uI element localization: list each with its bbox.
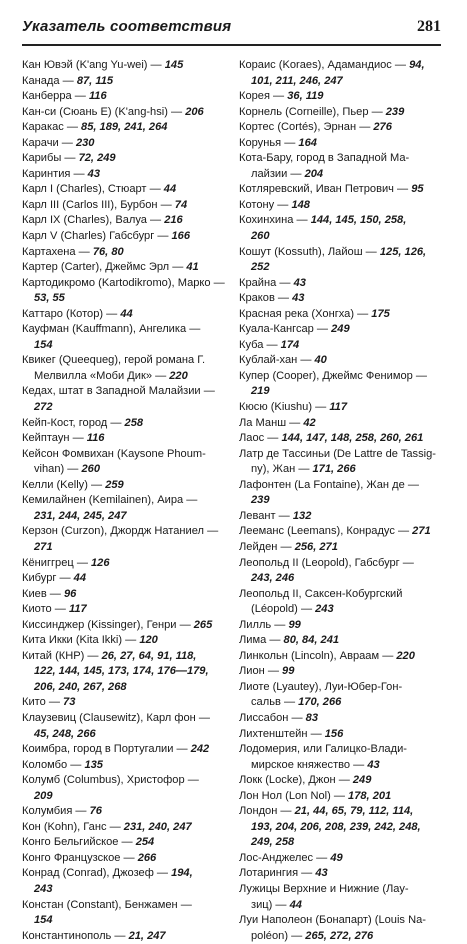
entry-term: Керзон (Curzon), Джордж Натаниел — <box>22 525 219 538</box>
index-column-right <box>239 58 443 944</box>
entry-pages: 45, 248, 266 <box>34 727 96 740</box>
entry-term: Коломбо — <box>22 758 85 771</box>
entry-term: Лилль — <box>239 618 289 631</box>
entry-pages: 156 <box>324 727 344 740</box>
index-entry <box>239 649 443 665</box>
index-entry <box>22 213 227 229</box>
index-entry <box>239 509 443 525</box>
entry-term: Лон Нол (Lon Nol) — <box>239 789 349 802</box>
entry-pages: 193, 204, 206, 208, 239, 242, 248, <box>251 820 421 833</box>
index-entry <box>22 167 227 183</box>
entry-pages: 206 <box>185 105 204 118</box>
entry-term: зиц) — <box>251 898 290 911</box>
index-entry <box>239 556 443 587</box>
entry-pages: 36, 119 <box>287 90 324 103</box>
entry-pages: 154 <box>34 914 53 927</box>
entry-term: сальв — <box>251 696 299 709</box>
index-entry <box>22 136 227 152</box>
entry-pages: 99 <box>282 665 295 678</box>
index-entry <box>239 664 443 680</box>
index-entry <box>22 384 227 415</box>
index-entry <box>22 524 227 555</box>
entry-term: Лос-Анджелес — <box>239 851 331 864</box>
index-entry <box>239 431 443 447</box>
entry-pages: 43 <box>292 292 305 305</box>
entry-pages: 120 <box>139 634 158 647</box>
entry-pages: 135 <box>84 758 103 771</box>
entry-pages: 260 <box>81 463 100 476</box>
index-entry <box>22 742 227 758</box>
entry-term: Каракас — <box>22 121 82 134</box>
page-number: 281 <box>417 18 441 35</box>
index-entry <box>22 229 227 245</box>
entry-term: Канада — <box>22 74 77 87</box>
entry-pages: 85, 189, 241, 264 <box>81 121 168 134</box>
entry-pages: 170, 266 <box>298 696 342 709</box>
entry-pages: 154 <box>34 338 53 351</box>
entry-term: Константинополь — <box>22 929 129 942</box>
index-entry <box>22 571 227 587</box>
index-entry <box>22 633 227 649</box>
entry-term: Куба — <box>239 338 281 351</box>
entry-term: Лиоте (Lyautey), Луи-Юбер-Гон- <box>239 680 403 693</box>
entry-pages: 239 <box>385 105 405 118</box>
index-entry <box>239 478 443 509</box>
entry-term: Лееманс (Leemans), Конрадус — <box>239 525 413 538</box>
entry-term: Лафонтен (La Fontaine), Жан де — <box>239 478 419 491</box>
entry-term: Кита Икки (Kita Ikki) — <box>22 634 140 647</box>
entry-pages: 125, 126, <box>379 245 427 258</box>
entry-pages: 271 <box>34 540 53 553</box>
entry-term: Луи Наполеон (Бонапарт) (Louis Na- <box>239 914 426 927</box>
entry-pages: 175 <box>371 307 390 320</box>
entry-term: Квикег (Queequeg), герой романа Г. <box>22 354 206 367</box>
index-entry <box>22 804 227 820</box>
entry-term: Карл III (Carlos III), Бурбон — <box>22 198 175 211</box>
entry-term: Колумбия — <box>22 805 90 818</box>
entry-term: Каринтия — <box>22 167 88 180</box>
entry-pages: 252 <box>251 261 270 274</box>
entry-pages: 144, 147, 148, 258, 260, 261 <box>281 432 424 445</box>
entry-pages: 76 <box>89 805 102 818</box>
entry-pages: 99 <box>288 618 301 631</box>
index-entry <box>22 353 227 384</box>
entry-term: Купер (Cooper), Джеймс Фенимор — <box>239 369 428 382</box>
entry-pages: 206, 240, 267, 268 <box>34 680 127 693</box>
index-entry <box>22 322 227 353</box>
index-entry <box>239 353 443 369</box>
index-entry <box>239 524 443 540</box>
index-entry <box>239 338 443 354</box>
entry-pages: 194, <box>171 867 193 880</box>
index-entry <box>239 89 443 105</box>
entry-term: Колумб (Columbus), Христофор — <box>22 774 199 787</box>
entry-term: Лима — <box>239 634 284 647</box>
entry-term: Локк (Locke), Джон — <box>239 774 353 787</box>
entry-pages: 40 <box>314 354 327 367</box>
index-entry <box>239 587 443 618</box>
entry-term: Кауфман (Kauffmann), Ангелика — <box>22 323 201 336</box>
entry-term: Корнель (Corneille), Пьер — <box>239 105 386 118</box>
entry-pages: 49 <box>330 851 343 864</box>
index-entry <box>22 556 227 572</box>
entry-term: Коимбра, город в Португалии — <box>22 743 191 756</box>
entry-term: Кюсю (Kiushu) — <box>239 401 330 414</box>
entry-term: Кито — <box>22 696 64 709</box>
index-entry <box>239 400 443 416</box>
entry-pages: 249, 258 <box>251 836 295 849</box>
index-entry <box>22 929 227 944</box>
index-column-left <box>22 58 227 944</box>
index-entry <box>22 276 227 307</box>
entry-term: Карачи — <box>22 136 76 149</box>
index-entry <box>239 120 443 136</box>
entry-pages: 148 <box>291 198 310 211</box>
entry-pages: 116 <box>88 90 107 103</box>
entry-term: Картахена — <box>22 245 93 258</box>
entry-pages: 117 <box>68 603 87 616</box>
entry-pages: 254 <box>135 836 155 849</box>
index-entry <box>239 322 443 338</box>
entry-pages: 249 <box>352 774 372 787</box>
entry-pages: 265 <box>193 618 213 631</box>
entry-pages: 72, 249 <box>78 152 116 165</box>
index-entry <box>22 198 227 214</box>
entry-pages: 44 <box>163 183 177 196</box>
index-entry <box>22 695 227 711</box>
entry-term: Лужицы Верхние и Нижние (Лау- <box>239 882 409 895</box>
entry-term: Котону — <box>239 198 292 211</box>
entry-term: vihan) — <box>34 463 82 476</box>
index-entry <box>239 913 443 944</box>
entry-term: Картер (Carter), Джеймс Эрл — <box>22 261 187 274</box>
entry-term: Карибы — <box>22 152 79 165</box>
index-entry <box>22 478 227 494</box>
index-entry <box>22 260 227 276</box>
entry-pages: 117 <box>329 401 347 414</box>
entry-pages: 44 <box>73 572 87 585</box>
entry-term: Краков — <box>239 292 293 305</box>
entry-term: Левант — <box>239 509 293 522</box>
index-entry <box>239 182 443 198</box>
index-entry <box>22 602 227 618</box>
entry-term: Крайна — <box>239 276 294 289</box>
entry-pages: 220 <box>169 369 188 382</box>
entry-term: Карл IX (Charles), Валуа — <box>22 214 165 227</box>
index-entry <box>22 835 227 851</box>
index-entry <box>22 416 227 432</box>
entry-term: Корея — <box>239 90 288 103</box>
entry-pages: 41 <box>186 261 199 274</box>
entry-term: Кошут (Kossuth), Лайош — <box>239 245 380 258</box>
entry-term: Кейсон Фомвихан (Kaysone Phoum- <box>22 447 206 460</box>
index-entry <box>239 307 443 323</box>
entry-pages: 95 <box>411 183 424 196</box>
entry-term: Каттаро (Котор) — <box>22 307 121 320</box>
index-entry <box>239 618 443 634</box>
index-entry <box>239 851 443 867</box>
entry-term: Кортес (Cortés), Эрнан — <box>239 121 374 134</box>
entry-pages: 76, 80 <box>92 245 124 258</box>
index-entry <box>22 866 227 897</box>
entry-pages: 258 <box>124 416 144 429</box>
entry-pages: 209 <box>34 789 53 802</box>
index-entry <box>239 804 443 851</box>
entry-term: Котляревский, Иван Петрович — <box>239 183 412 196</box>
index-entry <box>239 789 443 805</box>
entry-term: Леопольд II (Leopold), Габсбург — <box>239 556 414 569</box>
entry-pages: 265, 272, 276 <box>305 929 374 942</box>
entry-pages: 87, 115 <box>76 74 114 87</box>
entry-pages: 272 <box>34 401 53 414</box>
entry-term: Ла Манш — <box>239 416 304 429</box>
page-header <box>22 14 441 46</box>
index-entry <box>239 151 443 182</box>
entry-pages: 260 <box>251 230 270 243</box>
entry-term: Келли (Kelly) — <box>22 478 106 491</box>
entry-pages: 249 <box>331 323 350 336</box>
entry-pages: 144, 145, 150, 258, <box>310 214 407 227</box>
index-entry <box>22 618 227 634</box>
entry-term: Лондон — <box>239 805 295 818</box>
entry-pages: 21, 44, 65, 79, 112, 114, <box>294 805 414 818</box>
entry-pages: 43 <box>315 867 328 880</box>
entry-term: Кемилайнен (Kemilainen), Аира — <box>22 494 198 507</box>
entry-pages: 231, 244, 245, 247 <box>34 509 127 522</box>
entry-term: Лодомерия, или Галицко-Влади- <box>239 743 407 756</box>
index-entry <box>22 758 227 774</box>
entry-pages: 276 <box>373 121 392 134</box>
running-title: Указатель соответствия <box>22 18 232 35</box>
entry-pages: 219 <box>251 385 270 398</box>
index-entry <box>22 105 227 121</box>
index-entry <box>239 711 443 727</box>
entry-term: Лотарингия — <box>239 867 316 880</box>
entry-pages: 243 <box>315 603 334 616</box>
entry-term: Линкольн (Lincoln), Авраам — <box>239 649 397 662</box>
entry-term: Карл V (Charles) Габсбург — <box>22 230 172 243</box>
entry-term: Клаузевиц (Clausewitz), Карл фон — <box>22 711 210 724</box>
index-entry <box>239 742 443 773</box>
index-entry <box>22 307 227 323</box>
entry-pages: 53, 55 <box>34 292 65 305</box>
entry-pages: 74 <box>174 198 188 211</box>
entry-pages: 83 <box>305 711 318 724</box>
entry-term: Кейп-Кост, город — <box>22 416 125 429</box>
entry-pages: 94, <box>409 59 425 71</box>
entry-pages: 101, 211, 246, 247 <box>251 74 343 87</box>
index-entry <box>239 213 443 244</box>
entry-pages: 174 <box>280 338 300 351</box>
entry-pages: 256, 271 <box>294 540 338 553</box>
entry-pages: 231, 240, 247 <box>123 820 192 833</box>
entry-pages: 243 <box>34 882 53 895</box>
index-entry <box>22 820 227 836</box>
entry-term: ny), Жан — <box>251 463 313 476</box>
entry-term: Кораис (Koraes), Адамандиос — <box>239 59 410 71</box>
entry-pages: 259 <box>105 478 124 491</box>
entry-pages: 43 <box>87 167 101 180</box>
entry-term: Кублай-хан — <box>239 354 315 367</box>
entry-term: Кибург — <box>22 572 74 585</box>
entry-term: Кота-Бару, город в Западной Ма- <box>239 152 410 165</box>
index-entry <box>22 493 227 524</box>
entry-pages: 230 <box>75 136 95 149</box>
entry-term: Картодикромо (Kartodikromo), Марко — <box>22 276 225 289</box>
index-entry <box>239 540 443 556</box>
entry-term: Конго Бельгийское — <box>22 836 136 849</box>
entry-term: Киев — <box>22 587 64 600</box>
index-entry <box>239 727 443 743</box>
entry-term: Лихтенштейн — <box>239 727 325 740</box>
entry-pages: 43 <box>367 758 380 771</box>
entry-term: Киото — <box>22 603 69 616</box>
entry-term: Канберра — <box>22 90 89 103</box>
index-entry <box>239 105 443 121</box>
index-entry <box>239 245 443 276</box>
index-entry <box>239 447 443 478</box>
index-entry <box>22 89 227 105</box>
entry-term: Конго Французское — <box>22 851 138 864</box>
index-entry <box>239 633 443 649</box>
index-entry <box>239 369 443 400</box>
entry-pages: 171, 266 <box>312 463 356 476</box>
entry-term: Конрад (Conrad), Джозеф — <box>22 867 172 880</box>
entry-pages: 21, 247 <box>128 929 166 942</box>
index-entry <box>239 58 443 89</box>
index-entry <box>22 851 227 867</box>
entry-term: Кон (Kohn), Ганс — <box>22 820 124 833</box>
entry-pages: 44 <box>289 898 302 911</box>
entry-term: Корунья — <box>239 136 299 149</box>
entry-pages: 126 <box>91 556 110 569</box>
entry-pages: 80, 84, 241 <box>283 634 340 647</box>
entry-term: Китай (КНР) — <box>22 649 102 662</box>
index-entry <box>239 416 443 432</box>
index-entry <box>22 120 227 136</box>
entry-pages: 271 <box>412 525 431 538</box>
entry-term: Красная река (Хонгха) — <box>239 307 372 320</box>
index-entry <box>22 898 227 929</box>
entry-term: Кан Ювэй (K'ang Yu-wei) — <box>22 59 165 71</box>
entry-pages: 242 <box>190 743 210 756</box>
entry-pages: 122, 144, 145, 173, 174, 176—179, <box>34 665 209 678</box>
index-entry <box>22 711 227 742</box>
entry-term: Кедах, штат в Западной Малайзии — <box>22 385 215 398</box>
index-entry <box>239 773 443 789</box>
entry-pages: 73 <box>63 696 76 709</box>
entry-term: Лион — <box>239 665 283 678</box>
entry-pages: 204 <box>304 167 324 180</box>
entry-pages: 216 <box>164 214 183 227</box>
entry-term: Латр де Тассиньи (De Lattre de Tassig- <box>239 447 436 460</box>
entry-pages: 164 <box>298 136 317 149</box>
index-entry <box>239 882 443 913</box>
entry-term: Кёниггрец — <box>22 556 92 569</box>
entry-pages: 145 <box>164 59 184 71</box>
entry-term: poléon) — <box>251 929 306 942</box>
entry-term: мирское княжество — <box>251 758 368 771</box>
entry-term: Карл I (Charles), Стюарт — <box>22 183 164 196</box>
entry-pages: 44 <box>120 307 133 320</box>
entry-term: Констан (Constant), Бенжамен — <box>22 898 192 911</box>
entry-pages: 116 <box>86 432 105 445</box>
index-entry <box>22 151 227 167</box>
entry-term: Киссинджер (Kissinger), Генри — <box>22 618 194 631</box>
index-entry <box>22 447 227 478</box>
entry-pages: 42 <box>303 416 316 429</box>
entry-pages: 166 <box>171 230 191 243</box>
entry-pages: 243, 246 <box>251 572 295 585</box>
index-entry <box>22 649 227 696</box>
entry-term: Лаос — <box>239 432 282 445</box>
entry-pages: 132 <box>292 509 312 522</box>
index-entry <box>239 136 443 152</box>
entry-term: Кохинхина — <box>239 214 311 227</box>
entry-term: Лейден — <box>239 540 295 553</box>
entry-term: Лиссабон — <box>239 711 306 724</box>
entry-term: Куала-Кангсар — <box>239 323 332 336</box>
entry-term: Кейптаун — <box>22 432 87 445</box>
index-entry <box>239 198 443 214</box>
entry-pages: 178, 201 <box>348 789 392 802</box>
index-entry <box>22 587 227 603</box>
entry-term: лайзии — <box>251 167 305 180</box>
index-entry <box>22 245 227 261</box>
index-entry <box>22 74 227 90</box>
entry-pages: 266 <box>137 851 157 864</box>
index-entry <box>22 431 227 447</box>
entry-term: (Léopold) — <box>251 603 316 616</box>
index-entry <box>239 291 443 307</box>
index-entry <box>239 680 443 711</box>
entry-term: Мелвилла «Моби Дик» — <box>34 369 170 382</box>
index-entry <box>22 58 227 74</box>
entry-term: Леопольд II, Саксен-Кобургский <box>239 587 403 600</box>
entry-pages: 43 <box>293 276 306 289</box>
entry-term: Кан-си (Сюань Е) (K'ang-hsi) — <box>22 105 186 118</box>
index-entry <box>22 182 227 198</box>
entry-pages: 26, 27, 64, 91, 118, <box>101 649 197 662</box>
entry-pages: 220 <box>396 649 415 662</box>
entry-pages: 96 <box>63 587 77 600</box>
index-entry <box>239 866 443 882</box>
entry-pages: 239 <box>251 494 270 507</box>
index-entry <box>239 276 443 292</box>
